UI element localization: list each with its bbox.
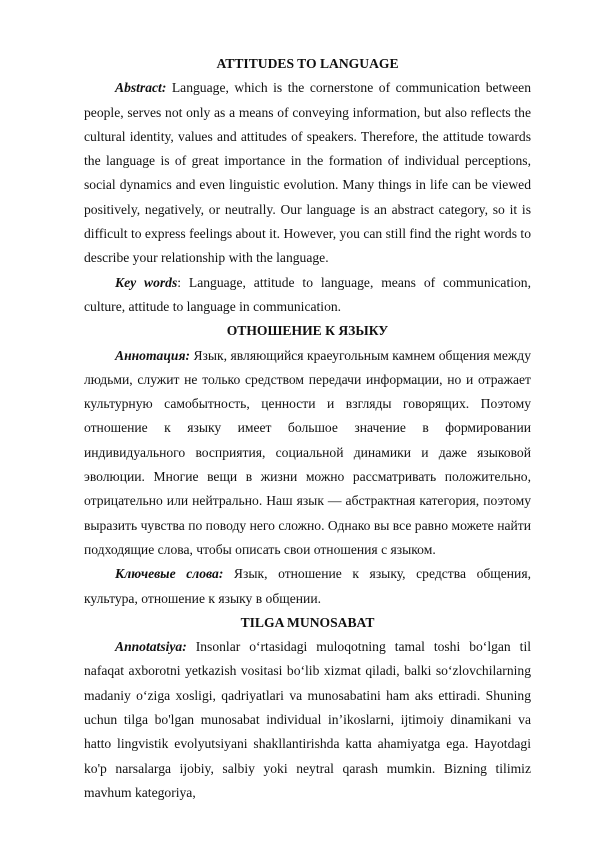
abstract-uzbek — [84, 635, 531, 805]
abstract-text: Insonlar oʻrtasidagi muloqotning tamal toshi boʻlgan til nafaqat axborotni yetkazish vositasi boʻlib xizmat qiladi, balki soʻzlovchilarning madaniy oʻziga xosligi, qadriyatlari va munosabatini ham aks ettiradi. Shuning uchun tilga bo'lgan munosabat individual in’ikoslarni, ijtimoiy dinamikani va hatto lingvistik evolyutsiyani shakllantirishda katta ahamiyatga ega. Hayotdagi ko'p narsalarga ijobiy, salbiy yoki neytral qarash mumkin. Bizning tilimiz mavhum kategoriya, — [84, 639, 531, 800]
abstract-label: Annotatsiya: — [115, 639, 187, 655]
keywords-text: : Language, attitude to language, means of communication, culture, attitude to language in communication. — [84, 274, 532, 314]
section-title-uzbek: TILGA MUNOSABAT — [240, 614, 375, 630]
keywords-label: Ключевые слова: — [115, 566, 224, 582]
keywords-english — [84, 271, 531, 320]
keywords-russian — [84, 562, 531, 611]
section-title-russian: ОТНОШЕНИЕ К ЯЗЫКУ — [226, 323, 389, 339]
abstract-text: Язык, являющийся краеугольным камнем общения между людьми, служит не только средством передачи информации, но и отражает культурную самобытность, ценности и взгляды говорящих. Поэтому отношение к языку имеет большое значение в формировании индивидуального восприятия, социальной динамики и даже языковой эволюции. Многие вещи в жизни можно рассматривать положительно, отрицательно или нейтрально. Наш язык — абстрактная категория, поэтому выразить чувства по поводу него сложно. Однако вы все равно можете найти подходящие слова, чтобы описать свои отношения с языком. — [84, 347, 531, 557]
abstract-text: Language, which is the cornerstone of communication between people, serves not only as a means of conveying information, but also reflects the cultural identity, values and attitudes of speakers. Therefore, the attitude towards the language is of great importance in the formation of individual perceptions, social dynamics and even linguistic evolution. Many things in life can be viewed positively, negatively, or neutrally. Our language is an abstract category, so it is difficult to express feelings about it. However, you can still find the right words to describe your relationship with the language. — [84, 80, 531, 266]
abstract-label: Abstract: — [115, 80, 167, 96]
abstract-english — [84, 76, 531, 270]
section-title-english: ATTITUDES TO LANGUAGE — [216, 56, 399, 71]
keywords-label: Key words — [115, 274, 178, 290]
document-page — [84, 52, 531, 805]
keywords-text: Язык, отношение к языку, средства общения, культура, отношение к языку в общении. — [84, 566, 531, 606]
abstract-label: Аннотация: — [115, 347, 190, 363]
abstract-russian — [84, 344, 531, 563]
